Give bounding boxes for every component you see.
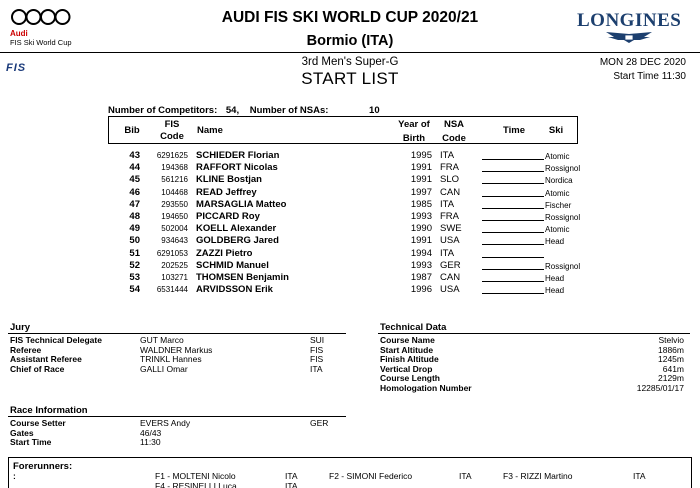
nsa-code: FRA — [440, 162, 459, 174]
fis-code: 561216 — [161, 175, 188, 185]
table-row — [108, 260, 588, 272]
forerunner-nsa: ITA — [459, 471, 472, 481]
nsa-code: SWE — [440, 223, 462, 235]
athlete-name: KOELL Alexander — [196, 223, 277, 235]
nsa-code: ITA — [440, 247, 455, 259]
header-ski: Ski — [548, 125, 564, 136]
athlete-name: SCHIEDER Florian — [196, 150, 280, 161]
table-row — [108, 223, 588, 235]
birth-year: 1993 — [410, 259, 432, 271]
ski-brand: Head — [545, 286, 565, 296]
bib: 48 — [129, 210, 140, 222]
ski-brand: Head — [545, 237, 565, 247]
nsa-code: USA — [440, 284, 460, 296]
technical-label: Finish Altitude — [380, 354, 439, 364]
header-fis-code-2: Code — [160, 131, 184, 142]
technical-divider — [378, 333, 690, 334]
header-time: Time — [502, 125, 525, 136]
nsas-label: Number of NSAs: — [249, 105, 329, 116]
forerunners-colon: : — [13, 471, 16, 481]
event-title: AUDI FIS SKI WORLD CUP 2020/21 — [221, 9, 479, 26]
jury-role: Chief of Race — [10, 363, 65, 374]
forerunner-name: F1 - MOLTENI Nicolo — [155, 471, 236, 481]
jury-name: GUT Marco — [140, 335, 184, 345]
fis-code: 6291053 — [156, 248, 188, 258]
jury-name: TRINKL Hannes — [140, 354, 202, 364]
jury-nsa: ITA — [310, 363, 323, 374]
table-row — [108, 150, 588, 162]
bib: 44 — [129, 162, 140, 174]
start-list-rows — [108, 150, 588, 296]
bib: 54 — [129, 284, 140, 296]
nsa-code: FRA — [440, 210, 459, 222]
ski-brand: Atomic — [545, 225, 570, 235]
jury-nsa: FIS — [310, 344, 324, 355]
bib: 46 — [129, 186, 140, 198]
course-setter-name: EVERS Andy — [140, 418, 191, 428]
technical-label: Course Name — [380, 335, 435, 345]
longines-logo: LONGINES — [577, 10, 682, 31]
athlete-name: GOLDBERG Jared — [196, 235, 279, 247]
technical-value: 641m — [662, 363, 684, 374]
time-blank — [482, 269, 544, 270]
fis-code: 502004 — [161, 224, 188, 234]
bib: 49 — [129, 223, 140, 235]
jury-nsa: SUI — [310, 335, 325, 345]
fis-code: 934643 — [161, 236, 188, 246]
birth-year: 1991 — [410, 235, 432, 247]
nsa-code: ITA — [440, 198, 455, 210]
course-setter-nsa: GER — [310, 418, 329, 428]
jury-name: WALDNER Markus — [140, 344, 213, 355]
technical-section — [0, 335, 700, 395]
start-time-label: Start Time — [10, 437, 52, 447]
birth-year: 1995 — [410, 150, 432, 161]
venue: Bormio (ITA) — [306, 33, 394, 49]
sponsor-brand: Audi — [10, 29, 28, 38]
fis-code: 194650 — [161, 211, 188, 221]
bib: 50 — [129, 235, 140, 247]
time-blank — [482, 171, 544, 172]
ski-brand: Atomic — [545, 188, 570, 198]
athlete-name: THOMSEN Benjamin — [196, 271, 289, 283]
table-row — [108, 187, 588, 199]
forerunner-name: F4 - RESINELLI Luca — [155, 481, 237, 488]
competitors-value: 54, — [225, 105, 240, 116]
fis-logo-text: FIS — [6, 62, 27, 74]
birth-year: 1996 — [410, 284, 432, 296]
header-divider — [0, 52, 700, 53]
forerunner-name: F3 - RIZZI Martino — [503, 471, 573, 481]
ski-brand: Rossignol — [545, 212, 581, 222]
header-year-2: Birth — [402, 133, 426, 144]
fis-code: 194368 — [161, 163, 188, 173]
nsa-code: ITA — [440, 150, 455, 161]
technical-label: Homologation Number — [380, 382, 472, 393]
time-blank — [482, 159, 544, 160]
table-row — [108, 162, 588, 174]
athlete-name: MARSAGLIA Matteo — [196, 198, 287, 210]
nsa-code: USA — [440, 235, 460, 247]
fis-code: 293550 — [161, 199, 188, 209]
header-fis-code-1: FIS — [164, 119, 180, 130]
time-blank — [482, 196, 544, 197]
sponsor-subtitle: FIS Ski World Cup — [10, 38, 72, 47]
start-time-value: 11:30 — [140, 437, 161, 447]
table-row — [108, 174, 588, 186]
birth-year: 1991 — [410, 174, 432, 186]
time-blank — [482, 183, 544, 184]
technical-value: 1245m — [658, 354, 684, 364]
jury-title: Jury — [10, 322, 31, 333]
race-info-section — [0, 418, 350, 448]
longines-wings-icon — [604, 30, 654, 44]
athlete-name: READ Jeffrey — [196, 186, 257, 198]
forerunner-name: F2 - SIMONI Federico — [329, 471, 413, 481]
jury-role: Assistant Referee — [10, 354, 82, 364]
athlete-name: ZAZZI Pietro — [196, 247, 253, 259]
nsa-code: SLO — [440, 174, 460, 186]
bib: 53 — [129, 271, 140, 283]
table-row — [108, 248, 588, 260]
forerunners-box — [8, 457, 692, 488]
athlete-name: RAFFORT Nicolas — [196, 162, 278, 174]
header-bib: Bib — [124, 125, 140, 136]
ski-brand: Fischer — [545, 200, 572, 210]
jury-nsa: FIS — [310, 354, 324, 364]
time-blank — [482, 244, 544, 245]
bib: 52 — [129, 259, 140, 271]
jury-role: Referee — [10, 344, 42, 355]
nsas-value: 10 — [369, 105, 380, 116]
race-info-title: Race Information — [10, 405, 88, 416]
table-row — [108, 211, 588, 223]
technical-value: 2129m — [658, 373, 684, 383]
birth-year: 1993 — [410, 210, 432, 222]
technical-label: Course Length — [380, 373, 440, 383]
technical-label: Start Altitude — [380, 344, 434, 355]
header-nsa-2: Code — [442, 133, 466, 144]
birth-year: 1994 — [410, 247, 432, 259]
jury-divider — [8, 333, 346, 334]
forerunner-nsa: ITA — [285, 481, 298, 488]
bib: 47 — [129, 198, 140, 210]
ski-brand: Nordica — [545, 176, 573, 186]
ski-brand: Rossignol — [545, 261, 581, 271]
birth-year: 1985 — [410, 198, 432, 210]
header-year-1: Year of — [398, 119, 430, 130]
technical-label: Vertical Drop — [380, 363, 433, 374]
race-date: MON 28 DEC 2020 — [599, 57, 686, 68]
table-row — [108, 199, 588, 211]
time-blank — [482, 293, 544, 294]
ski-brand: Rossignol — [545, 164, 581, 174]
forerunner-nsa: ITA — [285, 471, 298, 481]
fis-code: 202525 — [161, 260, 188, 270]
technical-title: Technical Data — [380, 322, 447, 333]
technical-value: 12285/01/17 — [636, 382, 684, 393]
time-blank — [482, 220, 544, 221]
fis-code: 103271 — [161, 272, 188, 282]
nsa-code: GER — [440, 259, 461, 271]
birth-year: 1990 — [410, 223, 432, 235]
fis-code: 104468 — [161, 187, 188, 197]
race-info-divider — [8, 416, 346, 417]
gates-value: 46/43 — [140, 427, 162, 438]
table-row — [108, 272, 588, 284]
technical-value: 1886m — [658, 344, 684, 355]
athlete-name: PICCARD Roy — [196, 210, 260, 222]
bib: 51 — [129, 247, 140, 259]
fis-code: 6531444 — [156, 285, 188, 295]
header-nsa-1: NSA — [443, 119, 465, 130]
ski-brand: Atomic — [545, 152, 570, 161]
fis-code: 6291625 — [156, 151, 188, 160]
birth-year: 1991 — [410, 162, 432, 174]
race-name: 3rd Men's Super-G — [301, 56, 399, 68]
course-setter-label: Course Setter — [10, 418, 66, 428]
birth-year: 1987 — [410, 271, 432, 283]
competitors-label: Number of Competitors: — [108, 105, 218, 116]
competitor-summary — [108, 105, 386, 116]
technical-value: Stelvio — [658, 335, 684, 345]
ski-brand: Head — [545, 273, 565, 283]
race-start-time: Start Time 11:30 — [613, 71, 686, 82]
forerunner-nsa: ITA — [633, 471, 646, 481]
bib: 45 — [129, 174, 140, 186]
athlete-name: ARVIDSSON Erik — [196, 284, 273, 296]
bib: 43 — [129, 150, 140, 161]
jury-name: GALLI Omar — [140, 363, 188, 374]
header-name: Name — [197, 125, 223, 136]
nsa-code: CAN — [440, 186, 461, 198]
start-list-header — [108, 116, 578, 144]
gates-label: Gates — [10, 427, 34, 438]
time-blank — [482, 232, 544, 233]
time-blank — [482, 208, 544, 209]
forerunners-title: Forerunners: — [13, 461, 73, 472]
table-row — [108, 235, 588, 247]
document-title: START LIST — [301, 69, 399, 88]
athlete-name: KLINE Bostjan — [196, 174, 262, 186]
time-blank — [482, 257, 544, 258]
athlete-name: SCHMID Manuel — [196, 259, 269, 271]
table-row — [108, 284, 588, 296]
nsa-code: CAN — [440, 271, 461, 283]
jury-role: FIS Technical Delegate — [10, 335, 102, 345]
time-blank — [482, 281, 544, 282]
birth-year: 1997 — [410, 186, 432, 198]
